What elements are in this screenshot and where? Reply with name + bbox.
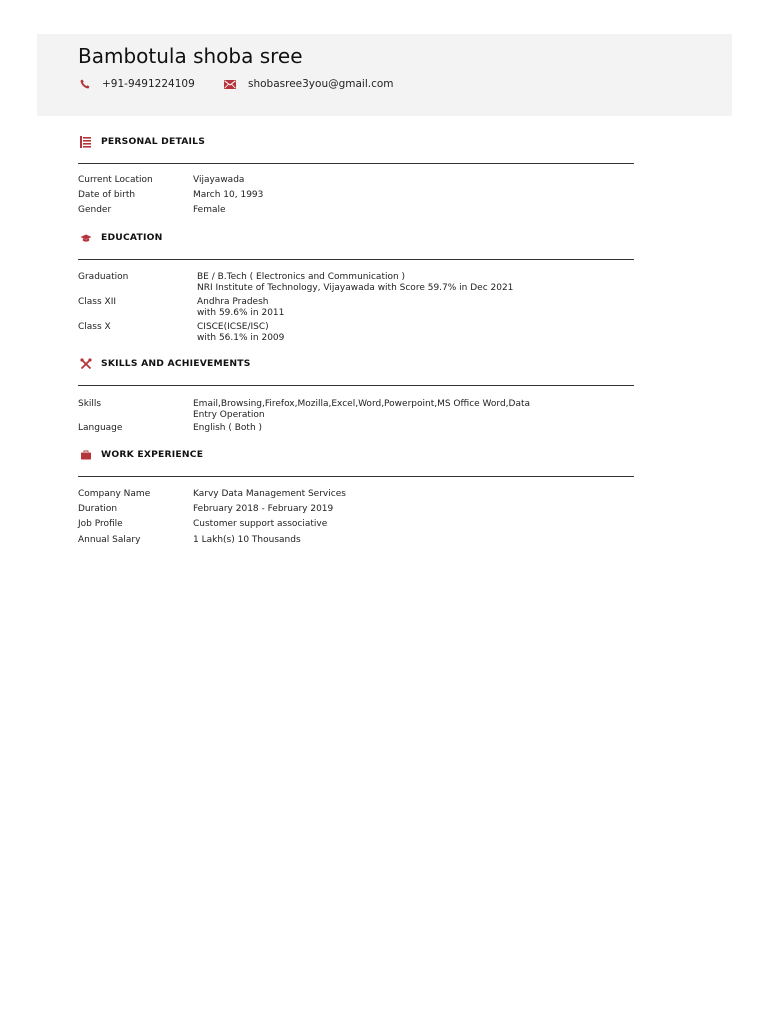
row-label: Duration bbox=[78, 504, 118, 514]
phone-number[interactable]: +91-9491224109 bbox=[102, 78, 195, 90]
row-value: 1 Lakh(s) 10 Thousands bbox=[193, 535, 301, 545]
skills-list: Email,Browsing,Firefox,Mozilla,Excel,Word,Powerpoint,MS Office Word,Data Entry Operation bbox=[193, 399, 531, 420]
row-value: March 10, 1993 bbox=[193, 190, 264, 200]
row-label: Class X bbox=[78, 322, 111, 332]
row-value: February 2018 - February 2019 bbox=[193, 504, 334, 514]
personal-details-header bbox=[78, 133, 634, 164]
row-label: Current Location bbox=[78, 175, 153, 185]
education-board: Andhra Pradesh bbox=[197, 297, 269, 307]
row-value bbox=[197, 322, 577, 343]
row-value bbox=[197, 272, 577, 293]
briefcase-icon bbox=[80, 449, 92, 461]
graduation-cap-icon bbox=[80, 232, 92, 244]
envelope-icon bbox=[224, 80, 236, 89]
candidate-name: Bambotula shoba sree bbox=[78, 44, 303, 68]
row-value: Karvy Data Management Services bbox=[193, 489, 346, 499]
row-value: Customer support associative bbox=[193, 519, 328, 529]
row-value: Vijayawada bbox=[193, 175, 245, 185]
education-header bbox=[78, 229, 634, 260]
row-value: Female bbox=[193, 205, 226, 215]
row-label: Language bbox=[78, 423, 123, 433]
row-label: Gender bbox=[78, 205, 112, 215]
section-title: EDUCATION bbox=[101, 232, 163, 243]
row-label: Graduation bbox=[78, 272, 129, 282]
phone-icon bbox=[80, 79, 90, 89]
row-value bbox=[193, 399, 543, 420]
education-board: CISCE(ICSE/ISC) bbox=[197, 322, 269, 332]
education-degree: BE / B.Tech ( Electronics and Communication ) bbox=[197, 272, 406, 282]
phone-contact bbox=[80, 76, 195, 92]
tools-icon bbox=[80, 358, 92, 370]
row-label: Skills bbox=[78, 399, 102, 409]
skills-header bbox=[78, 355, 634, 386]
education-detail: with 56.1% in 2009 bbox=[197, 332, 285, 343]
row-value: English ( Both ) bbox=[193, 423, 263, 433]
email-address[interactable]: shobasree3you@gmail.com bbox=[248, 78, 394, 90]
row-label: Job Profile bbox=[78, 519, 123, 529]
row-label: Company Name bbox=[78, 489, 151, 499]
email-contact bbox=[224, 76, 394, 92]
section-title: PERSONAL DETAILS bbox=[101, 136, 206, 147]
education-detail: with 59.6% in 2011 bbox=[197, 307, 285, 318]
education-detail: NRI Institute of Technology, Vijayawada with Score 59.7% in Dec 2021 bbox=[197, 282, 514, 293]
section-title: SKILLS AND ACHIEVEMENTS bbox=[101, 358, 251, 369]
row-value bbox=[197, 297, 577, 318]
row-label: Date of birth bbox=[78, 190, 136, 200]
row-label: Annual Salary bbox=[78, 535, 141, 545]
row-label: Class XII bbox=[78, 297, 117, 307]
personal-details-icon bbox=[80, 136, 91, 148]
section-title: WORK EXPERIENCE bbox=[101, 449, 204, 460]
work-experience-header bbox=[78, 446, 634, 477]
resume-header bbox=[37, 34, 732, 116]
